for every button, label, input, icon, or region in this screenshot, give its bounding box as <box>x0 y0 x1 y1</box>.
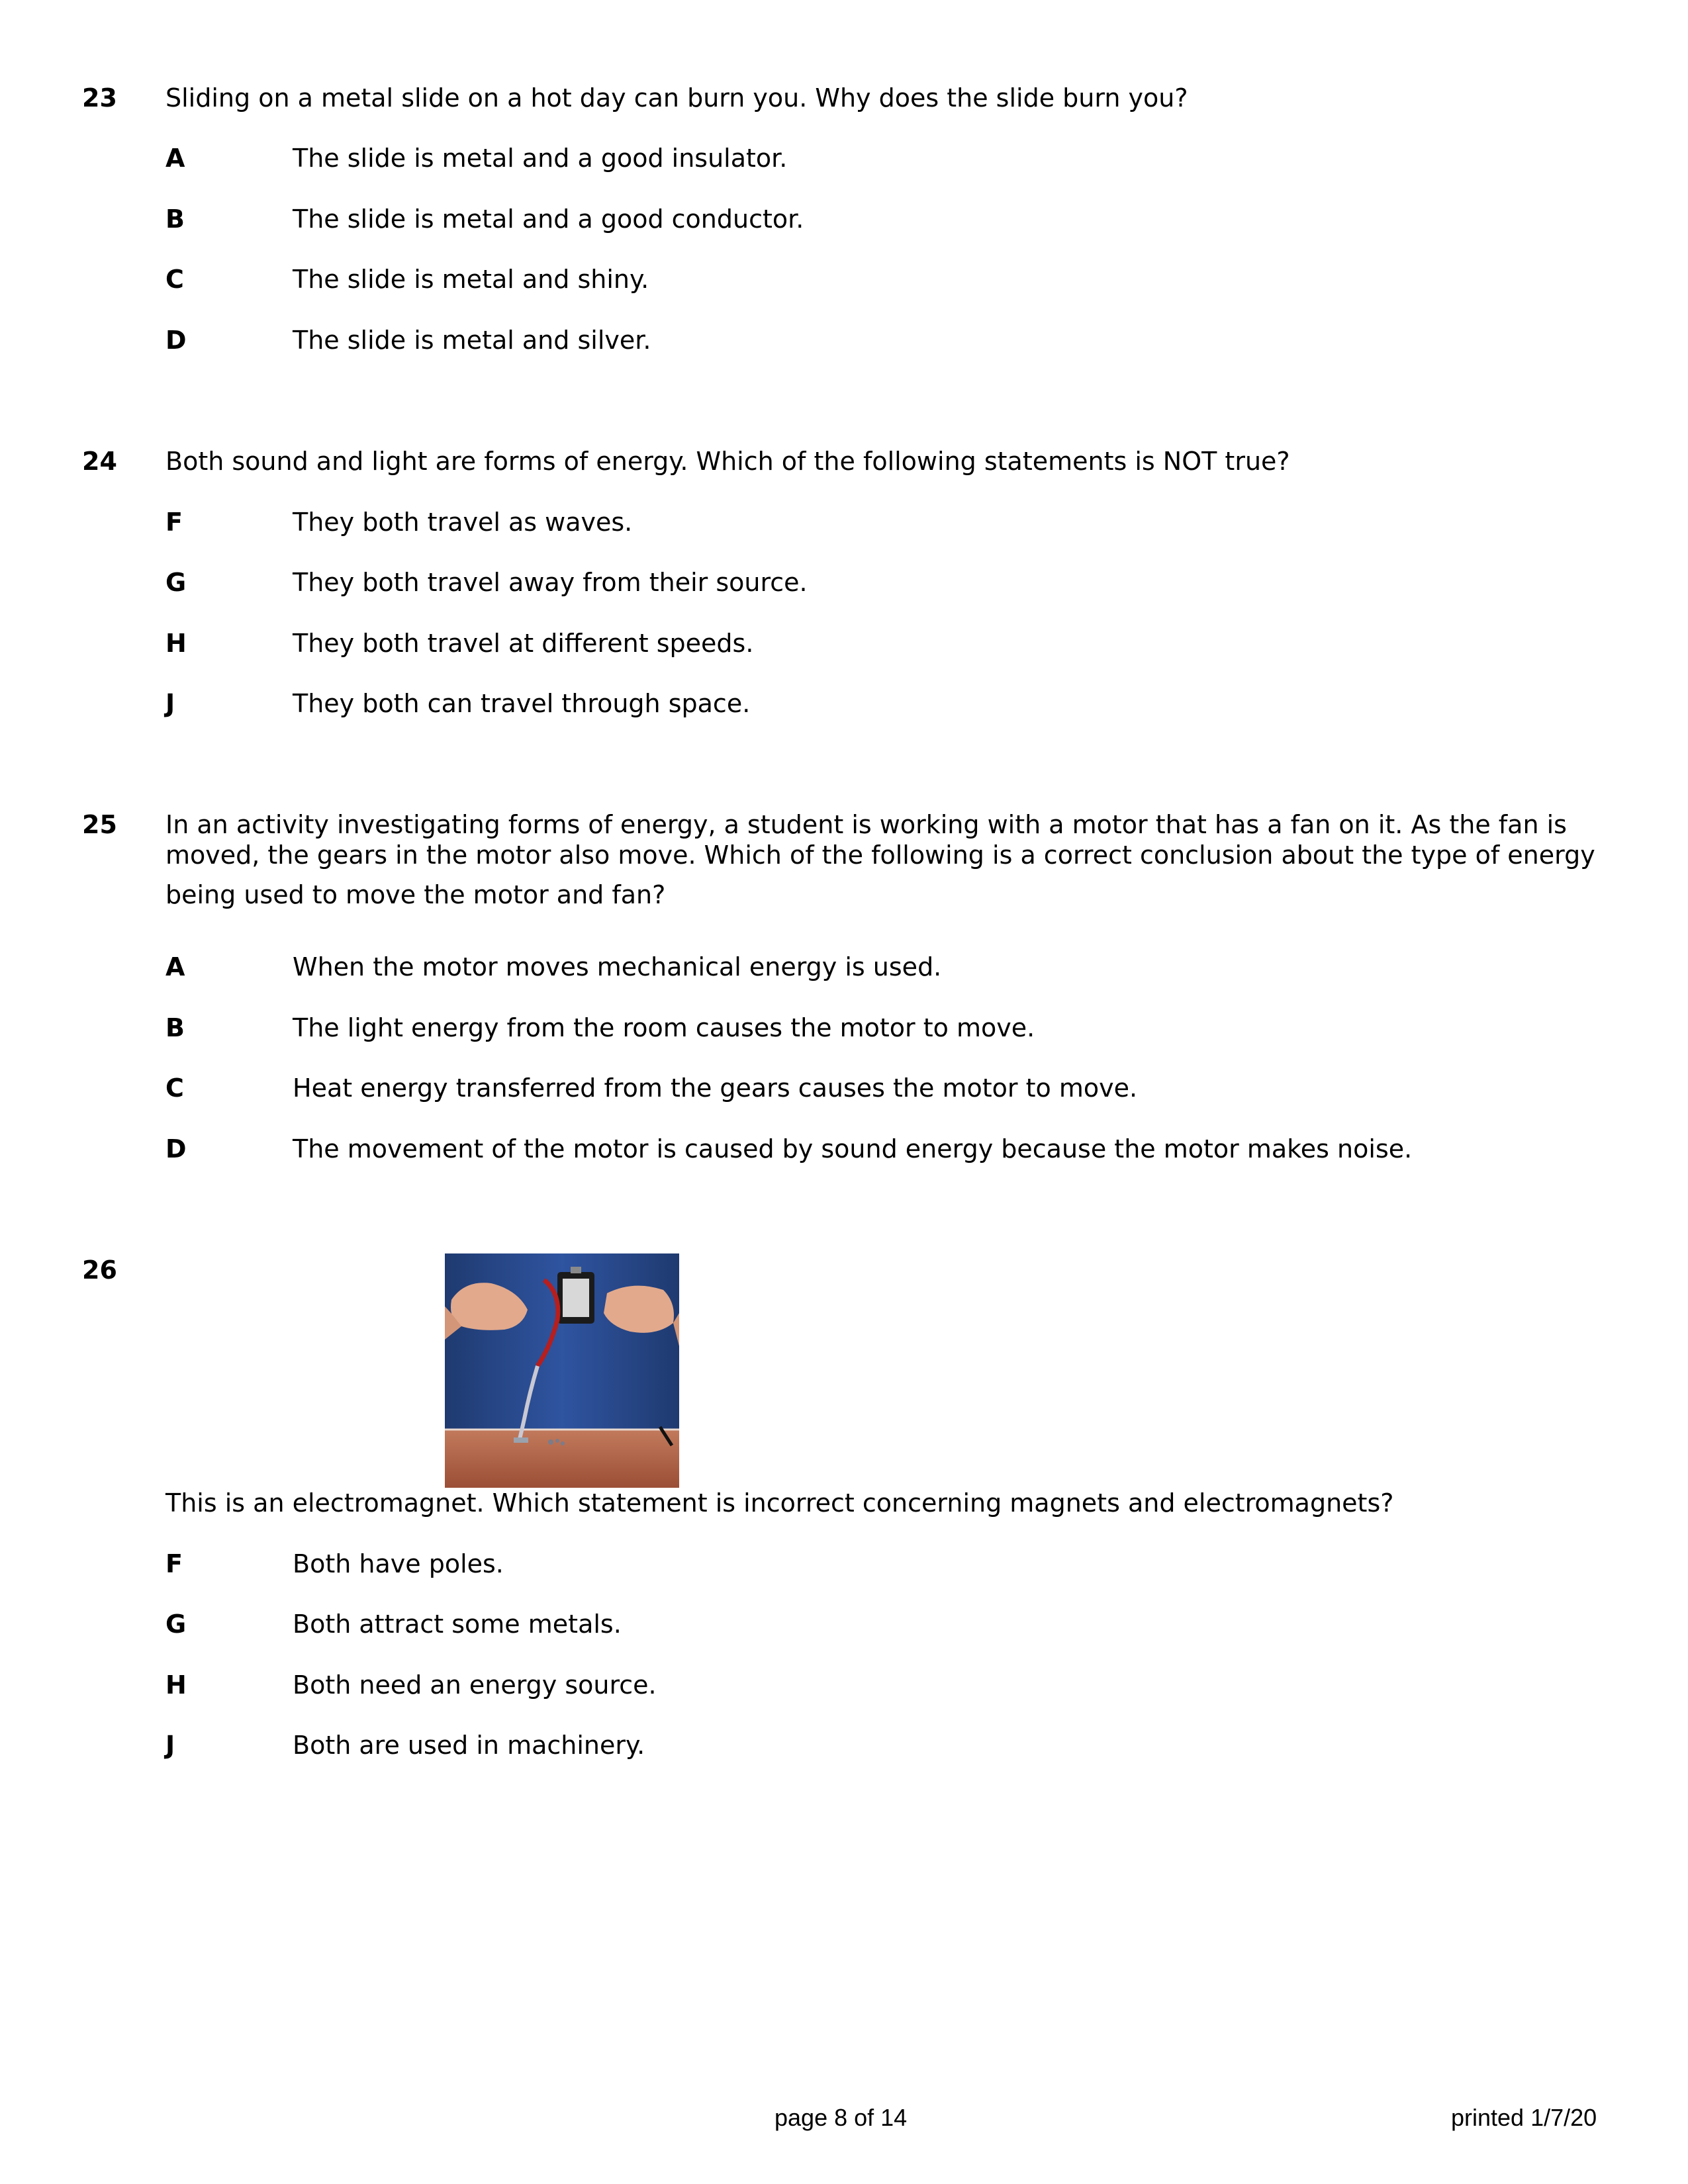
page-number: page 8 of 14 <box>774 2104 908 2131</box>
question-23-number: 23 <box>82 83 117 113</box>
q26-option-j-letter: J <box>165 1731 175 1760</box>
q23-option-b-letter: B <box>165 205 185 234</box>
battery-label <box>563 1279 589 1317</box>
q26-option-f-letter: F <box>165 1549 183 1578</box>
q24-option-j-text: They both can travel through space. <box>293 689 751 718</box>
question-25-number: 25 <box>82 810 117 839</box>
question-24-number: 24 <box>82 447 117 476</box>
q24-option-g-text: They both travel away from their source. <box>293 568 808 597</box>
stem-line: This is an electromagnet. Which statement is incorrect concerning magnets and electromagnets? <box>165 1488 1394 1518</box>
q23-option-d-text: The slide is metal and silver. <box>293 326 651 355</box>
nail <box>514 1437 528 1443</box>
q25-option-b-letter: B <box>165 1013 185 1042</box>
q23-option-b-text: The slide is metal and a good conductor. <box>293 205 804 234</box>
printed-date: printed 1/7/20 <box>1451 2104 1597 2131</box>
q26-option-g-text: Both attract some metals. <box>293 1610 622 1639</box>
q23-option-d-letter: D <box>165 326 187 355</box>
paperclip-2 <box>555 1439 559 1443</box>
q23-option-a-text: The slide is metal and a good insulator. <box>293 144 788 173</box>
q26-option-j-text: Both are used in machinery. <box>293 1731 645 1760</box>
q25-option-d-text: The movement of the motor is caused by sound energy because the motor makes noise. <box>293 1134 1413 1163</box>
q25-option-a-text: When the motor moves mechanical energy is used. <box>293 952 942 981</box>
stem-line: moved, the gears in the motor also move. Which of the following is a correct conclusion about the type of energy <box>165 841 1595 870</box>
paperclip-3 <box>561 1441 565 1445</box>
question-25-stem <box>165 809 1622 910</box>
question-26-stem <box>165 1488 1622 1518</box>
q25-option-b-text: The light energy from the room causes the motor to move. <box>293 1013 1035 1042</box>
question-26-number: 26 <box>82 1255 117 1285</box>
q24-option-f-text: They both travel as waves. <box>293 508 633 537</box>
electromagnet-photo <box>445 1253 679 1488</box>
question-23-stem <box>165 83 1622 113</box>
q23-option-c-letter: C <box>165 265 184 294</box>
paperclip-1 <box>548 1439 553 1445</box>
stem-line: In an activity investigating forms of energy, a student is working with a motor that has a fan on it. As the fan is <box>165 810 1567 839</box>
q25-option-d-letter: D <box>165 1134 187 1163</box>
q23-option-c-text: The slide is metal and shiny. <box>293 265 649 294</box>
q26-option-h-letter: H <box>165 1670 187 1700</box>
question-24-stem <box>165 446 1622 477</box>
q24-option-f-letter: F <box>165 508 183 537</box>
stem-line: Both sound and light are forms of energy. Which of the following statements is NOT true? <box>165 447 1290 476</box>
stem-line: Sliding on a metal slide on a hot day can burn you. Why does the slide burn you? <box>165 83 1188 113</box>
q24-option-h-text: They both travel at different speeds. <box>293 629 754 658</box>
battery-terminal <box>571 1267 581 1273</box>
q24-option-g-letter: G <box>165 568 187 597</box>
q24-option-h-letter: H <box>165 629 187 658</box>
stem-line: being used to move the motor and fan? <box>165 880 666 909</box>
q26-option-g-letter: G <box>165 1610 187 1639</box>
q24-option-j-letter: J <box>165 689 175 718</box>
q26-option-h-text: Both need an energy source. <box>293 1670 657 1700</box>
q26-option-f-text: Both have poles. <box>293 1549 504 1578</box>
table-surface <box>445 1430 679 1488</box>
q25-option-c-text: Heat energy transferred from the gears causes the motor to move. <box>293 1073 1138 1103</box>
q25-option-a-letter: A <box>165 952 185 981</box>
q23-option-a-letter: A <box>165 144 185 173</box>
q25-option-c-letter: C <box>165 1073 184 1103</box>
